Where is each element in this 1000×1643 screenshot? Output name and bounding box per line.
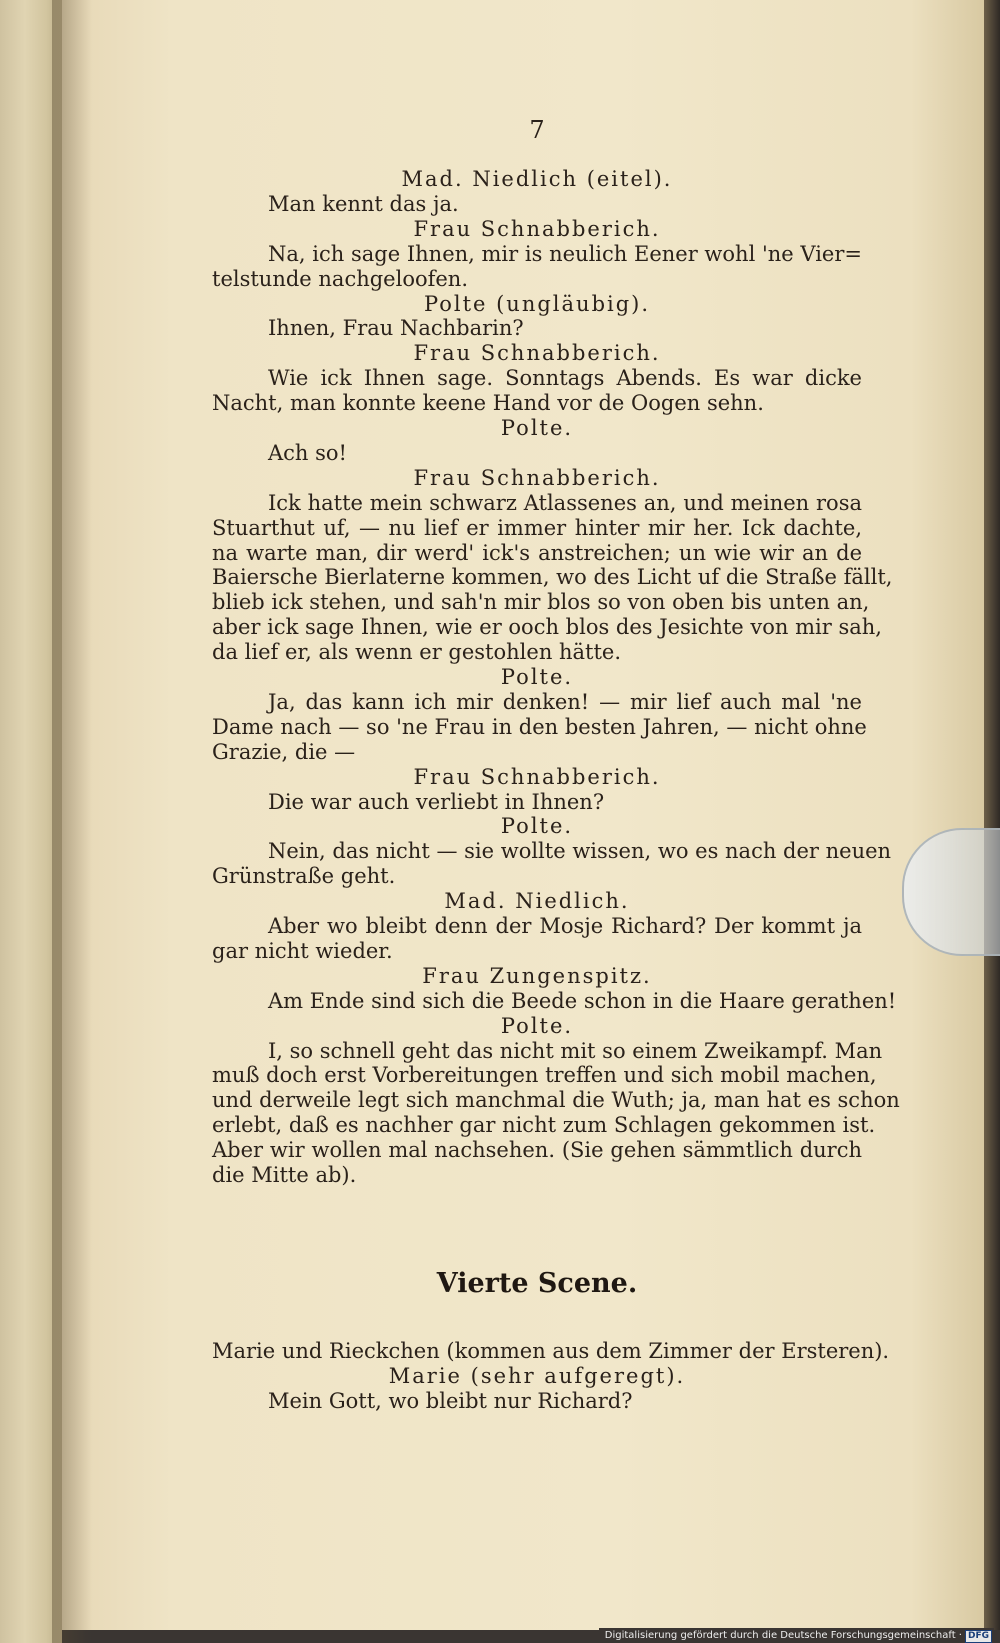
speaker-line: Polte. <box>500 814 574 839</box>
dfg-logo: DFG <box>965 1630 992 1643</box>
text-line: Baiersche Bierlaterne kommen, wo des Licht uf die Straße fällt, <box>212 565 893 590</box>
text-line: Stuarthut uf, — nu lief er immer hinter mir her. Ick dachte, <box>212 515 862 540</box>
digitization-footer <box>599 1628 994 1643</box>
text-line: I, so schnell geht das nicht mit so einem Zweikampf. Man <box>268 1038 883 1063</box>
text-line: Ihnen, Frau Nachbarin? <box>268 316 524 341</box>
text-line: Ick hatte mein schwarz Atlassenes an, und meinen rosa <box>268 490 862 515</box>
text-line: Ach so! <box>268 440 347 465</box>
speaker-line: Frau Zungenspitz. <box>422 963 652 988</box>
scene-heading: Vierte Scene. <box>436 1268 638 1299</box>
text-line: aber ick sage Ihnen, wie er ooch blos des Jesichte von mir sah, <box>212 615 882 640</box>
text-line: Ja, das kann ich mir denken! — mir lief auch mal 'ne <box>268 689 862 714</box>
speaker-line: Frau Schnabberich. <box>413 465 661 490</box>
text-line: Mein Gott, wo bleibt nur Richard? <box>268 1388 633 1413</box>
text-line: und derweile legt sich manchmal die Wuth; ja, man hat es schon <box>212 1088 900 1113</box>
text-line: Grünstraße geht. <box>212 864 396 889</box>
text-line: Na, ich sage Ihnen, mir is neulich Eener wohl 'ne Vier= <box>268 241 862 266</box>
text-line: da lief er, als wenn er gestohlen hätte. <box>212 640 622 665</box>
text-line: muß doch erst Vorbereitungen treffen und sich mobil machen, <box>212 1063 877 1088</box>
speaker-line: Mad. Niedlich. <box>444 889 630 914</box>
text-line: Man kennt das ja. <box>268 191 459 216</box>
text-line: na warte man, dir werd' ick's anstreichen; un wie wir an de <box>212 540 862 565</box>
speaker-line: Mad. Niedlich (eitel). <box>401 167 673 191</box>
text-line: Aber wo bleibt denn der Mosje Richard? Der kommt ja <box>268 914 862 938</box>
paper-page <box>62 0 986 1630</box>
text-line: Am Ende sind sich die Beede schon in die Haare gerathen! <box>268 988 897 1013</box>
speaker-line: Polte (ungläubig). <box>423 291 651 316</box>
speaker-line: Frau Schnabberich. <box>413 764 661 789</box>
page-edge <box>984 0 1000 1630</box>
text-line: Nein, das nicht — sie wollte wissen, wo es nach der neuen <box>268 839 892 864</box>
footer-text: Digitalisierung gefördert durch die Deutsche Forschungsgemeinschaft · <box>604 1630 962 1641</box>
text-line: gar nicht wieder. <box>212 938 393 963</box>
text-line: Die war auch verliebt in Ihnen? <box>268 789 605 814</box>
text-line: blieb ick stehen, und sah'n mir blos so von oben bis unten an, <box>212 590 870 615</box>
text-line: Wie ick Ihnen sage. Sonntags Abends. Es war dicke <box>268 366 862 391</box>
text-line: Nacht, man konnte keene Hand vor de Oogen sehn. <box>212 391 764 416</box>
text-line: Aber wir wollen mal nachsehen. (Sie gehen sämmtlich durch <box>212 1138 862 1163</box>
speaker-line: Polte. <box>500 416 574 440</box>
speaker-line: Marie (sehr aufgeregt). <box>388 1363 686 1388</box>
speaker-line: Polte. <box>500 665 574 689</box>
text-line: die Mitte ab). <box>212 1163 357 1187</box>
text-line: Marie und Rieckchen (kommen aus dem Zimmer der Ersteren). <box>212 1339 890 1363</box>
text-line: erlebt, daß es nachher gar nicht zum Schlagen gekommen ist. <box>212 1113 876 1138</box>
spine-shadow <box>52 0 92 1643</box>
speaker-line: Frau Schnabberich. <box>413 341 661 366</box>
speaker-line: Polte. <box>500 1013 574 1038</box>
text-line: telstunde nachgeloofen. <box>212 266 468 291</box>
speaker-line: Frau Schnabberich. <box>413 216 661 241</box>
text-line: Dame nach — so 'ne Frau in den besten Jahren, — nicht ohne <box>212 714 867 739</box>
page-number: 7 <box>529 116 545 144</box>
text-line: Grazie, die — <box>212 739 356 764</box>
